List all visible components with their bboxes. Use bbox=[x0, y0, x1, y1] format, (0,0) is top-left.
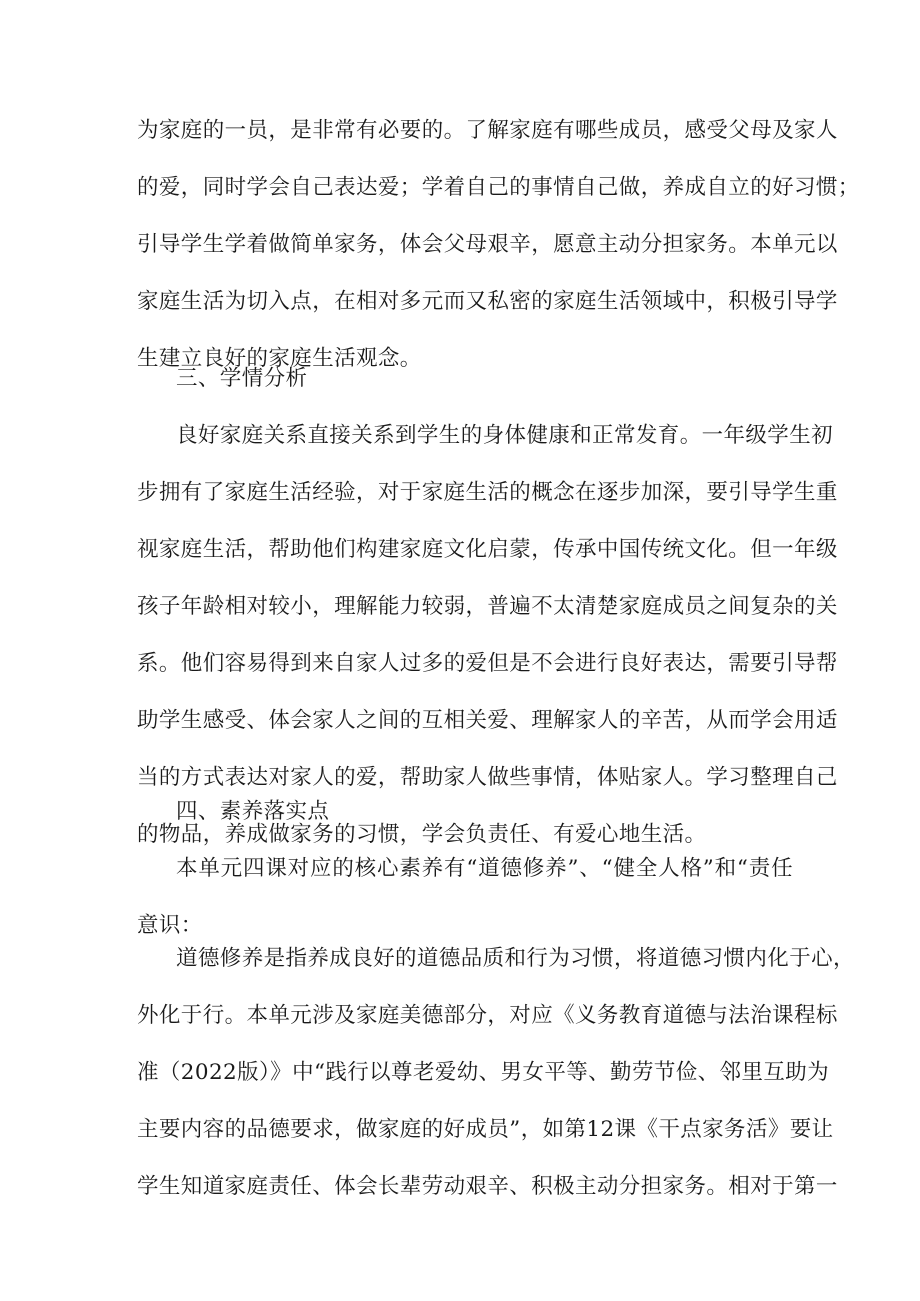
text-line: 助学生感受、体会家人之间的互相关爱、理解家人的辛苦，从而学会用适 bbox=[137, 708, 838, 733]
text-line: 孩子年龄相对较小，理解能力较弱，普遍不太清楚家庭成员之间复杂的关 bbox=[137, 594, 838, 619]
text-line: 道德修养是指养成良好的道德品质和行为习惯，将道德习惯内化于心， bbox=[176, 946, 855, 971]
text-line: 外化于行。本单元涉及家庭美德部分，对应《义务教育道德与法治课程标 bbox=[137, 1003, 838, 1028]
section-heading-literacy-points: 四、素养落实点 bbox=[176, 799, 330, 824]
text-line: 本单元四课对应的核心素养有“道德修养”、“健全人格”和“责任 bbox=[176, 856, 793, 881]
text-line: 准（2022版）》中“践行以尊老爱幼、男女平等、勤劳节俭、邻里互助为 bbox=[137, 1060, 830, 1085]
text-line: 学生知道家庭责任、体会长辈劳动艰辛、积极主动分担家务。相对于第一 bbox=[137, 1174, 838, 1199]
section-heading-learning-analysis: 三、学情分析 bbox=[176, 366, 308, 391]
text-line: 良好家庭关系直接关系到学生的身体健康和正常发育。一年级学生初 bbox=[176, 423, 834, 448]
text-line: 为家庭的一员，是非常有必要的。了解家庭有哪些成员，感受父母及家人 bbox=[137, 118, 838, 143]
paragraph-family-role bbox=[137, 102, 860, 387]
text-line: 生建立良好的家庭生活观念。 bbox=[137, 346, 422, 371]
text-line: 视家庭生活，帮助他们构建家庭文化启蒙，传承中国传统文化。但一年级 bbox=[137, 537, 838, 562]
text-line: 主要内容的品德要求，做家庭的好成员”，如第12课《干点家务活》要让 bbox=[137, 1117, 834, 1142]
text-line: 引导学生学着做简单家务，体会父母艰辛，愿意主动分担家务。本单元以 bbox=[137, 232, 838, 257]
text-line: 的爱，同时学会自己表达爱；学着自己的事情自己做，养成自立的好习惯； bbox=[137, 175, 860, 200]
paragraph-moral-cultivation bbox=[137, 930, 855, 1215]
text-line: 家庭生活为切入点，在相对多元而又私密的家庭生活领域中，积极引导学 bbox=[137, 289, 838, 314]
text-line: 系。他们容易得到来自家人过多的爱但是不会进行良好表达，需要引导帮 bbox=[137, 651, 838, 676]
text-line: 意识： bbox=[137, 913, 203, 938]
text-line: 当的方式表达对家人的爱，帮助家人做些事情，体贴家人。学习整理自己 bbox=[137, 765, 838, 790]
text-line: 的物品，养成做家务的习惯，学会负责任、有爱心地生活。 bbox=[137, 822, 707, 847]
text-line: 步拥有了家庭生活经验，对于家庭生活的概念在逐步加深，要引导学生重 bbox=[137, 480, 838, 505]
